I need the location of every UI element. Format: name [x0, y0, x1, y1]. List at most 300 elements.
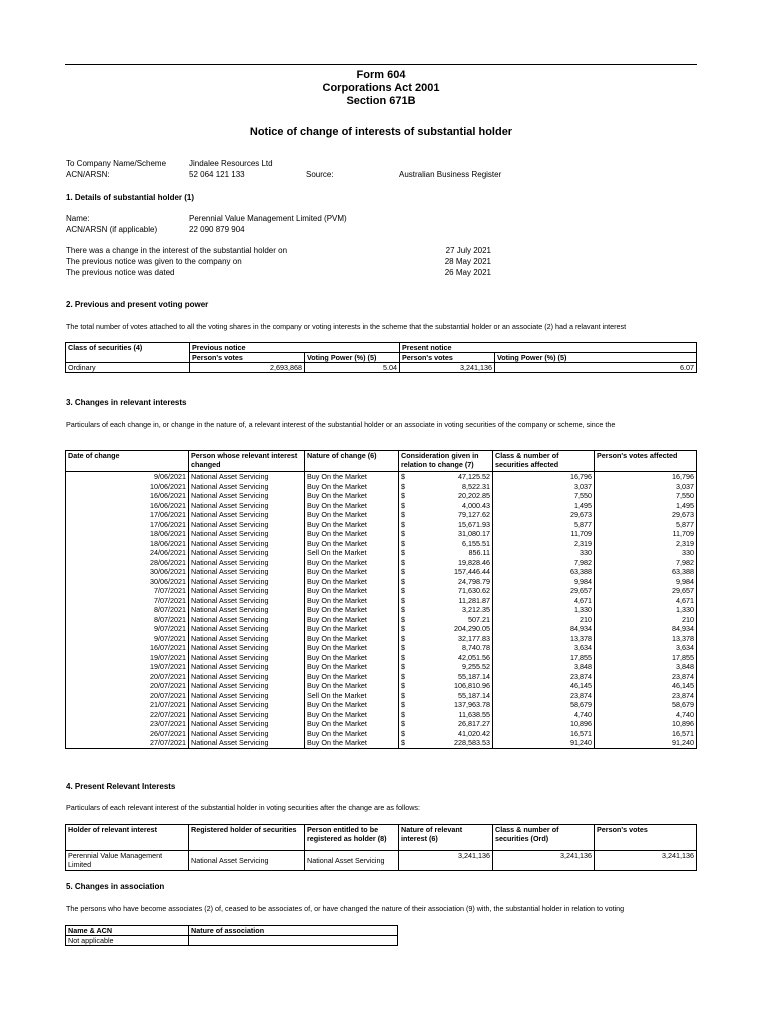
change-consideration	[399, 558, 493, 568]
change-person: National Asset Servicing	[189, 596, 305, 606]
consideration-amount: 856.11	[468, 548, 490, 557]
prev-power-value: 5.04	[305, 363, 400, 373]
acn-label: ACN/ARSN:	[66, 170, 110, 179]
change-votes: 46,145	[595, 681, 697, 691]
change-consideration	[399, 729, 493, 739]
change-nature: Buy On the Market	[305, 729, 399, 739]
change-votes: 84,934	[595, 624, 697, 634]
table-row	[66, 615, 697, 625]
table-row	[66, 710, 697, 720]
source-value: Australian Business Register	[399, 170, 502, 179]
change-nature: Buy On the Market	[305, 596, 399, 606]
top-rule	[65, 64, 697, 65]
pres-power-value: 6.07	[495, 363, 697, 373]
change-securities: 4,671	[493, 596, 595, 606]
change-votes: 10,896	[595, 719, 697, 729]
change-securities: 10,896	[493, 719, 595, 729]
change-consideration	[399, 700, 493, 710]
association-table	[65, 925, 398, 946]
prev-voting-power-header: Voting Power (%) (5)	[305, 353, 400, 363]
change-person: National Asset Servicing	[189, 539, 305, 549]
source-label: Source:	[306, 170, 334, 179]
change-nature: Buy On the Market	[305, 501, 399, 511]
change-date: 17/06/2021	[66, 520, 189, 530]
consideration-amount: 26,817.27	[458, 719, 490, 728]
change-securities: 1,330	[493, 605, 595, 615]
change-date: 18/06/2021	[66, 539, 189, 549]
currency-symbol: $	[401, 519, 405, 529]
change-votes: 23,874	[595, 672, 697, 682]
currency-symbol: $	[401, 605, 405, 614]
change-person: National Asset Servicing	[189, 719, 305, 729]
col-consideration-header: Consideration given in relation to change (7)	[399, 451, 493, 472]
change-securities: 7,982	[493, 558, 595, 568]
change-votes: 4,671	[595, 596, 697, 606]
change-securities: 46,145	[493, 681, 595, 691]
change-consideration	[399, 529, 493, 539]
section1-heading: 1. Details of substantial holder (1)	[66, 193, 195, 202]
consideration-amount: 106,810.96	[454, 681, 490, 690]
col-votes-header: Person's votes affected	[595, 451, 697, 472]
change-votes: 29,657	[595, 586, 697, 596]
consideration-amount: 32,177.83	[458, 633, 490, 643]
persons-votes-header: Person's votes	[595, 825, 697, 851]
table-row	[66, 672, 697, 682]
currency-symbol: $	[401, 472, 405, 481]
table-row	[66, 738, 697, 748]
change-securities: 1,495	[493, 501, 595, 511]
change-date: 8/07/2021	[66, 615, 189, 625]
table-row	[66, 653, 697, 663]
change-votes: 3,848	[595, 662, 697, 672]
change-securities: 2,319	[493, 539, 595, 549]
change-securities: 3,848	[493, 662, 595, 672]
notice-given-label: The previous notice was given to the company on	[66, 257, 242, 266]
change-nature: Sell On the Market	[305, 548, 399, 558]
change-votes: 23,874	[595, 691, 697, 701]
change-consideration	[399, 672, 493, 682]
change-votes: 16,571	[595, 729, 697, 739]
change-date: 20/07/2021	[66, 681, 189, 691]
change-votes: 1,495	[595, 501, 697, 511]
table-row	[66, 624, 697, 634]
table-row	[66, 491, 697, 501]
notice-title: Notice of change of interests of substantial holder	[249, 126, 513, 138]
change-person: National Asset Servicing	[189, 501, 305, 511]
consideration-amount: 8,740.78	[462, 643, 490, 652]
change-consideration	[399, 681, 493, 691]
table-row	[66, 520, 697, 530]
currency-symbol: $	[401, 700, 405, 709]
consideration-amount: 157,446.44	[454, 567, 490, 576]
form-act: Corporations Act 2001	[322, 82, 440, 94]
currency-symbol: $	[401, 538, 405, 548]
currency-symbol: $	[401, 662, 405, 671]
currency-symbol: $	[401, 567, 405, 576]
currency-symbol: $	[401, 643, 405, 652]
consideration-amount: 15,671.93	[458, 519, 490, 529]
currency-symbol: $	[401, 586, 405, 595]
currency-symbol: $	[401, 614, 405, 624]
change-nature: Buy On the Market	[305, 643, 399, 653]
change-date-value: 27 July 2021	[445, 246, 491, 255]
change-date: 7/07/2021	[66, 586, 189, 596]
entitled-person-header: Person entitled to be registered as holder (8)	[305, 825, 399, 851]
section2-intro: The total number of votes attached to all the voting shares in the company or voting interests in the scheme that the substantial holder or an associate (2) had a relavant interest	[66, 322, 627, 331]
table-row	[66, 567, 697, 577]
class-value: Ordinary	[66, 363, 190, 373]
section5-intro: The persons who have become associates (2) of, ceased to be associates of, or have changed the nature of their association (9) with, the substantial holder in relation to voting	[66, 904, 625, 913]
change-person: National Asset Servicing	[189, 577, 305, 587]
change-nature: Buy On the Market	[305, 558, 399, 568]
change-securities: 17,855	[493, 653, 595, 663]
holder-name-value: Perennial Value Management Limited (PVM)	[189, 214, 347, 223]
to-company-value: Jindalee Resources Ltd	[189, 159, 273, 168]
change-consideration	[399, 491, 493, 501]
change-votes: 5,877	[595, 520, 697, 530]
change-securities: 330	[493, 548, 595, 558]
change-date: 20/07/2021	[66, 691, 189, 701]
table-row	[66, 691, 697, 701]
table-row	[66, 558, 697, 568]
change-person: National Asset Servicing	[189, 615, 305, 625]
change-date: 7/07/2021	[66, 596, 189, 606]
present-notice-header: Present notice	[400, 343, 697, 353]
change-date: 20/07/2021	[66, 672, 189, 682]
table-row	[66, 605, 697, 615]
previous-notice-header: Previous notice	[190, 343, 400, 353]
consideration-amount: 11,638.55	[458, 709, 490, 719]
table-row	[66, 681, 697, 691]
change-votes: 7,550	[595, 491, 697, 501]
change-nature: Buy On the Market	[305, 700, 399, 710]
change-nature: Buy On the Market	[305, 615, 399, 625]
consideration-amount: 47,125.52	[458, 472, 490, 481]
change-date: 30/06/2021	[66, 577, 189, 587]
change-consideration	[399, 605, 493, 615]
change-consideration	[399, 482, 493, 492]
table-row	[66, 510, 697, 520]
change-votes: 210	[595, 615, 697, 625]
change-date: 24/06/2021	[66, 548, 189, 558]
consideration-amount: 19,828.46	[458, 557, 490, 567]
holder-value: Perennial Value Management Limited	[66, 851, 189, 871]
change-nature: Buy On the Market	[305, 510, 399, 520]
change-votes: 58,679	[595, 700, 697, 710]
table-row	[66, 643, 697, 653]
table-row	[66, 472, 697, 482]
consideration-amount: 4,000.43	[462, 500, 490, 510]
consideration-amount: 11,281.87	[458, 595, 490, 605]
change-securities: 29,657	[493, 586, 595, 596]
change-securities: 23,874	[493, 672, 595, 682]
change-date: 26/07/2021	[66, 729, 189, 739]
change-person: National Asset Servicing	[189, 558, 305, 568]
consideration-amount: 204,290.05	[454, 624, 490, 633]
change-nature: Buy On the Market	[305, 738, 399, 748]
change-date: 27/07/2021	[66, 738, 189, 748]
table-row	[66, 700, 697, 710]
currency-symbol: $	[401, 481, 405, 491]
change-date: 19/07/2021	[66, 662, 189, 672]
change-person: National Asset Servicing	[189, 729, 305, 739]
nature-interest-header: Nature of relevant interest (6)	[399, 825, 493, 851]
change-date: 9/06/2021	[66, 472, 189, 482]
change-consideration	[399, 719, 493, 729]
change-person: National Asset Servicing	[189, 548, 305, 558]
currency-symbol: $	[401, 671, 405, 681]
table-row	[66, 662, 697, 672]
change-votes: 3,037	[595, 482, 697, 492]
change-consideration	[399, 710, 493, 720]
change-consideration	[399, 520, 493, 530]
currency-symbol: $	[401, 719, 405, 728]
registered-holder-value: National Asset Servicing	[189, 851, 305, 871]
name-acn-value: Not applicable	[66, 936, 189, 946]
holder-acn-value: 22 090 879 904	[189, 225, 245, 234]
col-person-header: Person whose relevant interest changed	[189, 451, 305, 472]
change-securities: 91,240	[493, 738, 595, 748]
change-consideration	[399, 577, 493, 587]
change-person: National Asset Servicing	[189, 586, 305, 596]
pres-voting-power-header: Voting Power (%) (5)	[495, 353, 697, 363]
nature-interest-value: 3,241,136	[399, 851, 493, 871]
change-consideration	[399, 596, 493, 606]
change-date: 8/07/2021	[66, 605, 189, 615]
change-person: National Asset Servicing	[189, 605, 305, 615]
change-votes: 2,319	[595, 539, 697, 549]
currency-symbol: $	[401, 510, 405, 519]
table-row	[66, 634, 697, 644]
change-securities: 3,037	[493, 482, 595, 492]
change-person: National Asset Servicing	[189, 634, 305, 644]
currency-symbol: $	[401, 624, 405, 633]
change-consideration	[399, 643, 493, 653]
change-consideration	[399, 548, 493, 558]
change-consideration	[399, 586, 493, 596]
change-securities: 23,874	[493, 691, 595, 701]
form-number: Form 604	[356, 69, 406, 81]
change-nature: Buy On the Market	[305, 472, 399, 482]
change-date: 16/07/2021	[66, 643, 189, 653]
change-date: 28/06/2021	[66, 558, 189, 568]
class-header: Class of securities (4)	[66, 343, 190, 363]
consideration-amount: 3,212.35	[462, 605, 490, 614]
changes-table	[65, 450, 697, 749]
table-row	[66, 548, 697, 558]
prev-persons-votes-header: Person's votes	[190, 353, 305, 363]
change-votes: 1,330	[595, 605, 697, 615]
change-person: National Asset Servicing	[189, 672, 305, 682]
consideration-amount: 507.21	[468, 614, 490, 624]
change-date: 19/07/2021	[66, 653, 189, 663]
change-person: National Asset Servicing	[189, 691, 305, 701]
section5-heading: 5. Changes in association	[66, 882, 165, 891]
change-person: National Asset Servicing	[189, 662, 305, 672]
present-interests-table	[65, 824, 697, 871]
currency-symbol: $	[401, 728, 405, 738]
change-votes: 4,740	[595, 710, 697, 720]
change-consideration	[399, 501, 493, 511]
persons-votes-value: 3,241,136	[595, 851, 697, 871]
change-consideration	[399, 691, 493, 701]
nature-association-header: Nature of association	[189, 926, 398, 936]
notice-dated-value: 26 May 2021	[444, 268, 491, 277]
notice-dated-label: The previous notice was dated	[66, 268, 175, 277]
change-nature: Buy On the Market	[305, 624, 399, 634]
change-consideration	[399, 472, 493, 482]
consideration-amount: 9,255.52	[462, 662, 490, 671]
change-person: National Asset Servicing	[189, 643, 305, 653]
consideration-amount: 55,187.14	[458, 690, 490, 700]
change-date: 9/07/2021	[66, 624, 189, 634]
change-nature: Buy On the Market	[305, 719, 399, 729]
change-securities: 29,673	[493, 510, 595, 520]
voting-power-table	[65, 342, 697, 373]
form-section: Section 671B	[346, 95, 416, 107]
pres-votes-value: 3,241,136	[400, 363, 495, 373]
change-person: National Asset Servicing	[189, 520, 305, 530]
change-nature: Buy On the Market	[305, 491, 399, 501]
currency-symbol: $	[401, 500, 405, 510]
change-votes: 330	[595, 548, 697, 558]
change-nature: Buy On the Market	[305, 577, 399, 587]
change-votes: 7,982	[595, 558, 697, 568]
change-nature: Buy On the Market	[305, 529, 399, 539]
consideration-amount: 41,020.42	[458, 728, 490, 738]
change-consideration	[399, 567, 493, 577]
change-date: 18/06/2021	[66, 529, 189, 539]
table-row	[66, 501, 697, 511]
change-nature: Buy On the Market	[305, 567, 399, 577]
holder-header: Holder of relevant interest	[66, 825, 189, 851]
change-nature: Buy On the Market	[305, 681, 399, 691]
change-consideration	[399, 634, 493, 644]
change-securities: 11,709	[493, 529, 595, 539]
change-person: National Asset Servicing	[189, 529, 305, 539]
table-row	[66, 729, 697, 739]
section3-heading: 3. Changes in relevant interests	[66, 398, 187, 407]
change-nature: Buy On the Market	[305, 672, 399, 682]
change-person: National Asset Servicing	[189, 482, 305, 492]
currency-symbol: $	[401, 576, 405, 586]
change-nature: Buy On the Market	[305, 482, 399, 492]
change-date: 17/06/2021	[66, 510, 189, 520]
change-date: 23/07/2021	[66, 719, 189, 729]
change-person: National Asset Servicing	[189, 710, 305, 720]
table-row	[66, 596, 697, 606]
change-person: National Asset Servicing	[189, 491, 305, 501]
change-securities: 16,796	[493, 472, 595, 482]
change-securities: 7,550	[493, 491, 595, 501]
change-votes: 3,634	[595, 643, 697, 653]
currency-symbol: $	[401, 491, 405, 500]
table-row	[66, 577, 697, 587]
currency-symbol: $	[401, 738, 405, 747]
change-nature: Buy On the Market	[305, 653, 399, 663]
currency-symbol: $	[401, 529, 405, 538]
to-company-label: To Company Name/Scheme	[66, 159, 167, 168]
change-nature: Buy On the Market	[305, 662, 399, 672]
change-securities: 5,877	[493, 520, 595, 530]
consideration-amount: 228,583.53	[454, 738, 490, 747]
change-person: National Asset Servicing	[189, 472, 305, 482]
change-consideration	[399, 539, 493, 549]
consideration-amount: 8,522.31	[462, 481, 490, 491]
currency-symbol: $	[401, 690, 405, 700]
change-votes: 11,709	[595, 529, 697, 539]
currency-symbol: $	[401, 548, 405, 557]
consideration-amount: 79,127.62	[458, 510, 490, 519]
currency-symbol: $	[401, 709, 405, 719]
change-nature: Buy On the Market	[305, 710, 399, 720]
currency-symbol: $	[401, 681, 405, 690]
consideration-amount: 6,155.51	[462, 538, 490, 548]
change-nature: Buy On the Market	[305, 586, 399, 596]
col-nature-header: Nature of change (6)	[305, 451, 399, 472]
change-person: National Asset Servicing	[189, 700, 305, 710]
table-row	[66, 482, 697, 492]
change-person: National Asset Servicing	[189, 681, 305, 691]
change-date: 16/06/2021	[66, 501, 189, 511]
name-acn-header: Name & ACN	[66, 926, 189, 936]
change-consideration	[399, 624, 493, 634]
table-row	[66, 529, 697, 539]
change-nature: Buy On the Market	[305, 539, 399, 549]
consideration-amount: 31,080.17	[458, 529, 490, 538]
change-consideration	[399, 738, 493, 748]
table-row	[66, 539, 697, 549]
change-securities: 9,984	[493, 577, 595, 587]
holder-acn-label: ACN/ARSN (if applicable)	[66, 225, 158, 234]
change-consideration	[399, 510, 493, 520]
consideration-amount: 20,202.85	[458, 491, 490, 500]
currency-symbol: $	[401, 652, 405, 662]
nature-association-value	[189, 936, 398, 946]
consideration-amount: 55,187.14	[458, 671, 490, 681]
change-date: 22/07/2021	[66, 710, 189, 720]
change-votes: 17,855	[595, 653, 697, 663]
change-securities: 4,740	[493, 710, 595, 720]
change-securities: 63,388	[493, 567, 595, 577]
pres-persons-votes-header: Person's votes	[400, 353, 495, 363]
registered-holder-header: Registered holder of securities	[189, 825, 305, 851]
change-date: 10/06/2021	[66, 482, 189, 492]
change-consideration	[399, 653, 493, 663]
holder-name-label: Name:	[66, 214, 90, 223]
currency-symbol: $	[401, 595, 405, 605]
change-securities: 84,934	[493, 624, 595, 634]
change-nature: Buy On the Market	[305, 605, 399, 615]
change-securities: 16,571	[493, 729, 595, 739]
col-class-header: Class & number of securities affected	[493, 451, 595, 472]
change-date: 16/06/2021	[66, 491, 189, 501]
change-person: National Asset Servicing	[189, 510, 305, 520]
table-row	[66, 586, 697, 596]
section3-intro: Particulars of each change in, or change in the nature of, a relevant interest of the substantial holder or an associate in voting securities of the company or scheme, since the	[66, 420, 616, 429]
table-row	[66, 719, 697, 729]
col-date-header: Date of change	[66, 451, 189, 472]
consideration-amount: 24,798.79	[458, 576, 490, 586]
class-number-header: Class & number of securities (Ord)	[493, 825, 595, 851]
section2-heading: 2. Previous and present voting power	[66, 300, 209, 309]
class-number-value: 3,241,136	[493, 851, 595, 871]
change-person: National Asset Servicing	[189, 738, 305, 748]
change-nature: Buy On the Market	[305, 520, 399, 530]
acn-value: 52 064 121 133	[189, 170, 245, 179]
prev-votes-value: 2,693,868	[190, 363, 305, 373]
change-votes: 63,388	[595, 567, 697, 577]
